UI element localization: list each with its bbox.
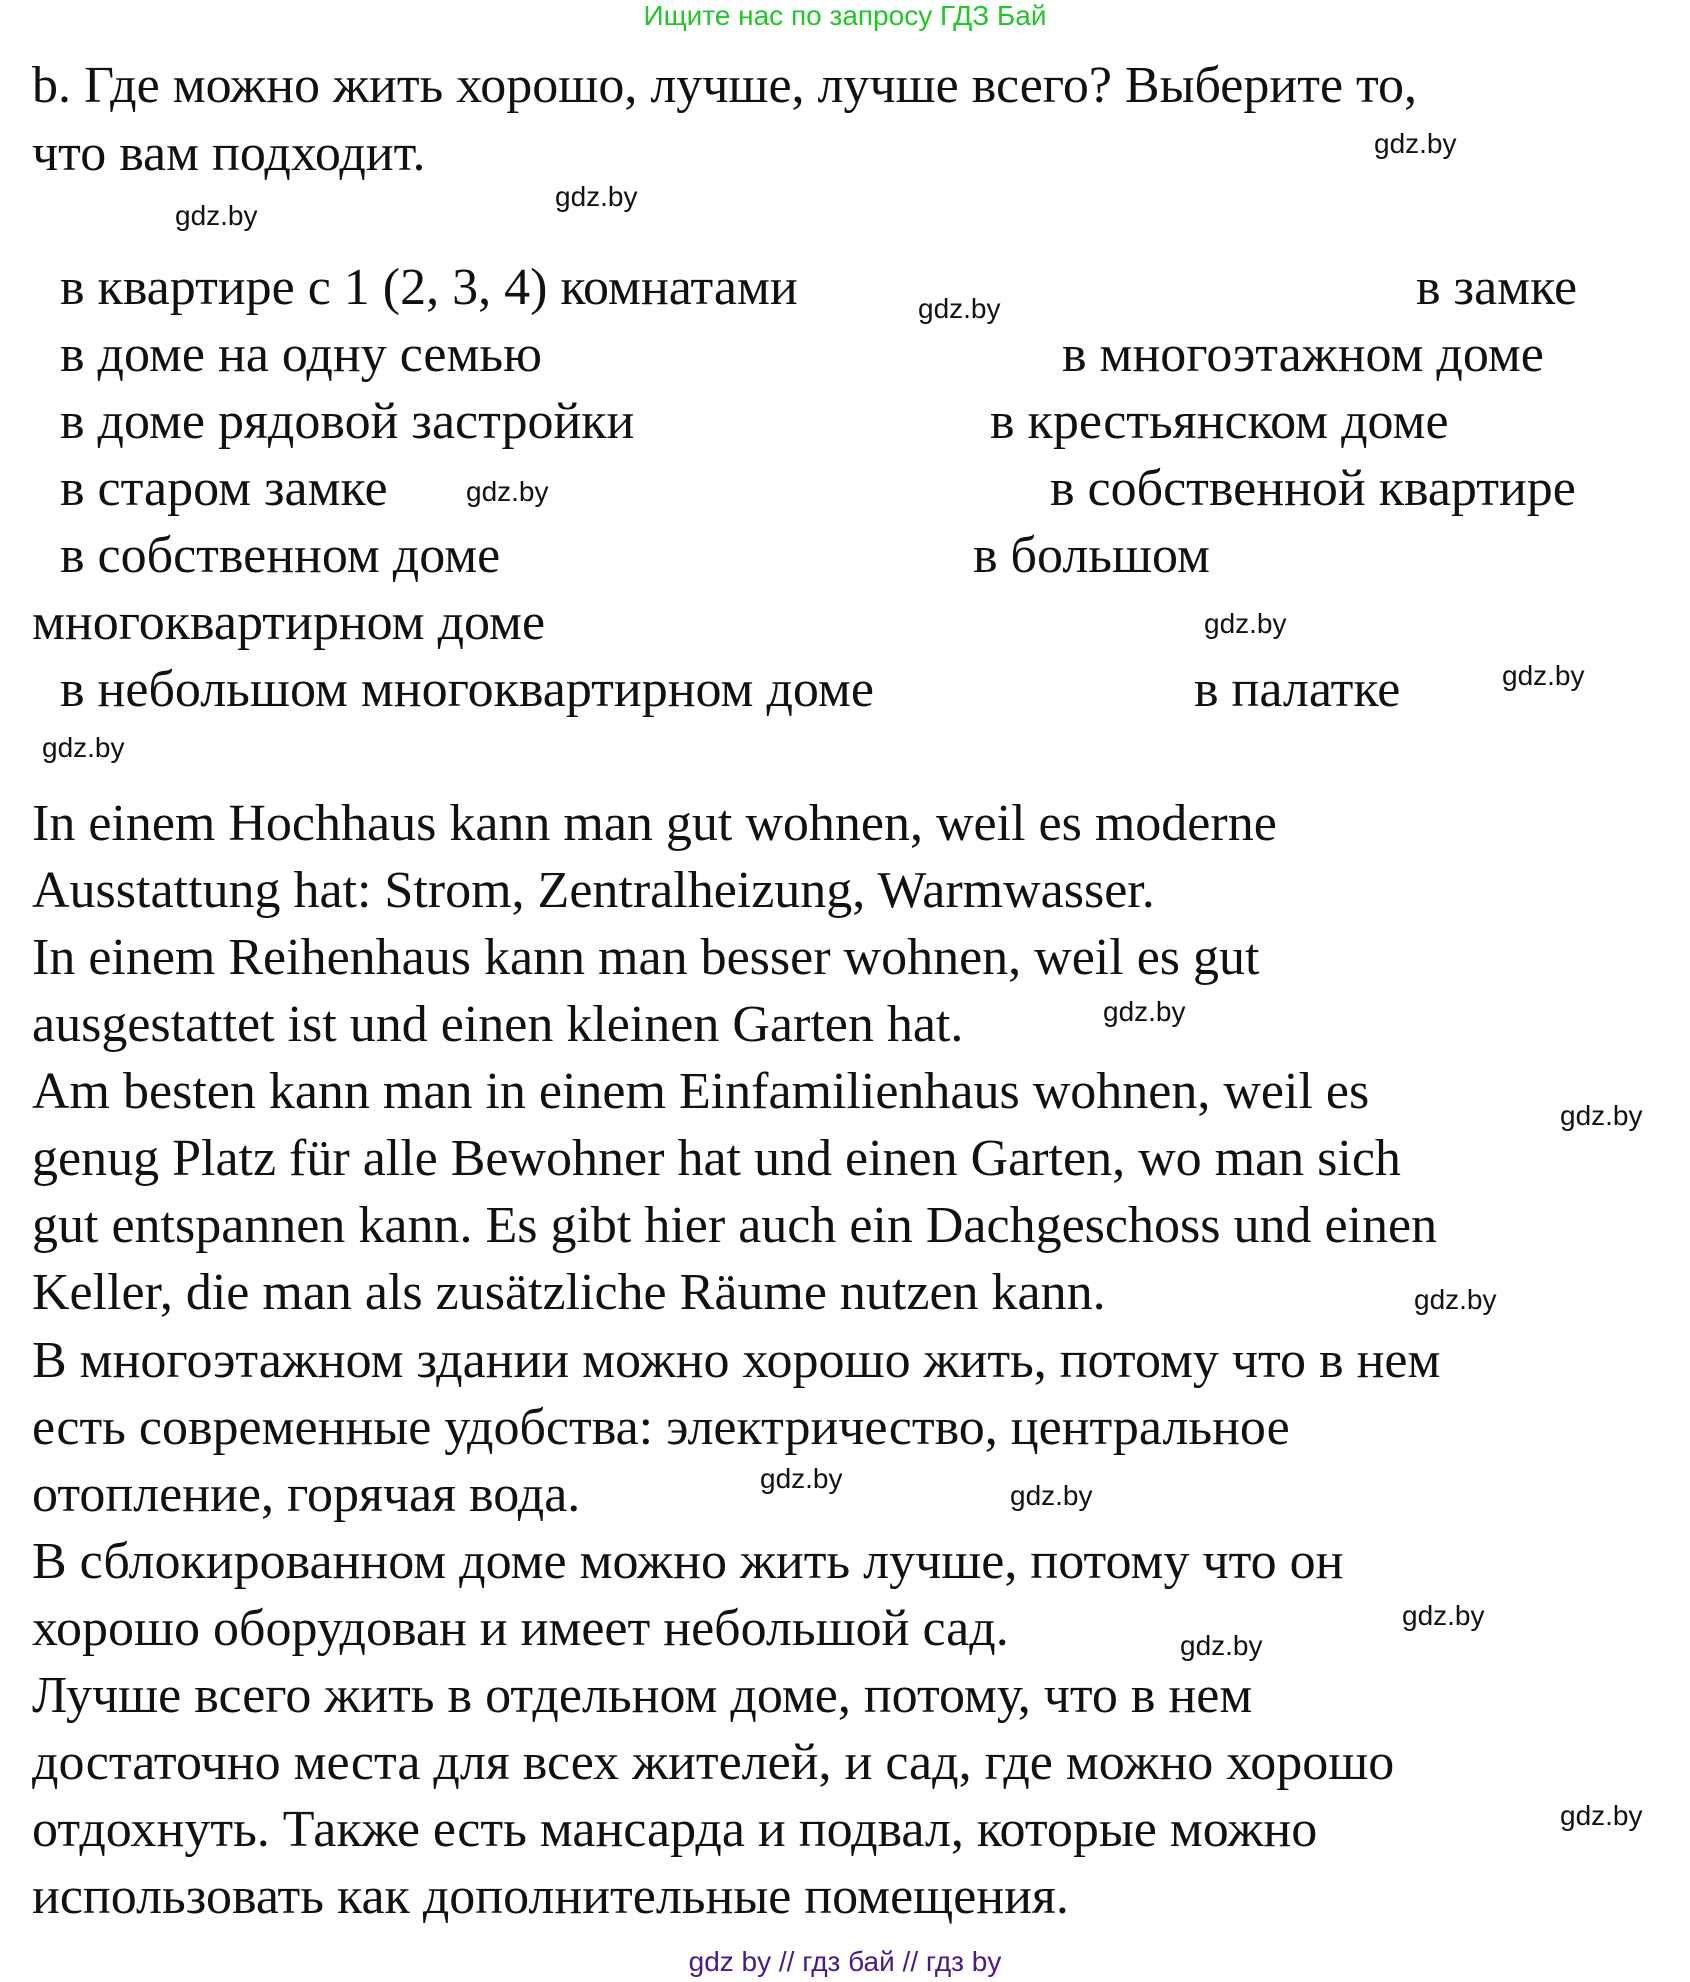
answer-ru-line: В многоэтажном здании можно хорошо жить, потому что в нем [32,1332,1441,1389]
watermark: gdz.by [466,476,549,507]
watermark: gdz.by [1204,608,1287,639]
option-left: многоквартирном доме [32,594,546,651]
answer-de-line: Keller, die man als zusätzliche Räume nutzen kann. [32,1264,1106,1321]
option-left: в небольшом многоквартирном доме [60,661,874,718]
watermark: gdz.by [555,181,638,212]
answer-ru-line: хорошо оборудован и имеет небольшой сад. [32,1600,1009,1657]
option-right: в палатке [1194,661,1401,718]
answer-ru-line: использовать как дополнительные помещения. [32,1868,1069,1925]
option-right: в замке [1416,259,1578,316]
search-hint-header: Ищите нас по запросу ГДЗ Бай [643,0,1047,31]
option-left: в старом замке [60,460,388,517]
option-right: в собственной квартире [1050,460,1576,517]
answer-de-line: Ausstattung hat: Strom, Zentralheizung, Warmwasser. [32,862,1155,919]
watermark: gdz.by [1502,660,1585,691]
task-line: b. Где можно жить хорошо, лучше, лучше всего? Выберите то, [32,57,1418,114]
answer-ru-line: Лучше всего жить в отдельном доме, потому, что в нем [32,1667,1253,1724]
watermark: gdz.by [918,293,1001,324]
option-left: в доме рядовой застройки [60,393,635,450]
answer-de-line: ausgestattet ist und einen kleinen Garten hat. [32,996,964,1053]
watermark: gdz.by [1180,1630,1263,1661]
answer-ru-line: отдохнуть. Также есть мансарда и подвал, которые можно [32,1801,1318,1858]
watermark: gdz.by [1402,1600,1485,1631]
option-left: в собственном доме [60,527,501,584]
answer-de-line: genug Platz für alle Bewohner hat und einen Garten, wo man sich [32,1130,1401,1187]
answer-de-line: In einem Reihenhaus kann man besser wohnen, weil es gut [32,929,1260,986]
answer-ru-line: В сблокированном доме можно жить лучше, потому что он [32,1533,1344,1590]
watermark: gdz.by [1560,1100,1643,1131]
option-right: в крестьянском доме [990,393,1449,450]
watermark: gdz.by [1010,1480,1093,1511]
option-right: в большом [973,527,1210,584]
answer-ru-line: достаточно места для всех жителей, и сад, где можно хорошо [32,1734,1395,1791]
watermark: gdz.by [760,1463,843,1494]
watermark: gdz.by [1374,128,1457,159]
watermark: gdz.by [1560,1800,1643,1831]
option-right: в многоэтажном доме [1062,326,1544,383]
watermark: gdz.by [1414,1284,1497,1315]
watermark: gdz.by [1103,996,1186,1027]
answer-de-line: gut entspannen kann. Es gibt hier auch ein Dachgeschoss und einen [32,1197,1438,1254]
option-left: в квартире с 1 (2, 3, 4) комнатами [60,259,798,316]
option-left: в доме на одну семью [60,326,542,383]
footer-watermark: gdz by // гдз бай // гдз by [688,1946,1002,1977]
answer-ru-line: отопление, горячая вода. [32,1466,581,1523]
answer-de-line: In einem Hochhaus kann man gut wohnen, weil es moderne [32,795,1277,852]
watermark: gdz.by [42,732,125,763]
watermark: gdz.by [175,200,258,231]
answer-ru-line: есть современные удобства: электричество, центральное [32,1399,1290,1456]
answer-de-line: Am besten kann man in einem Einfamilienhaus wohnen, weil es [32,1063,1370,1120]
task-line: что вам подходит. [32,125,426,182]
